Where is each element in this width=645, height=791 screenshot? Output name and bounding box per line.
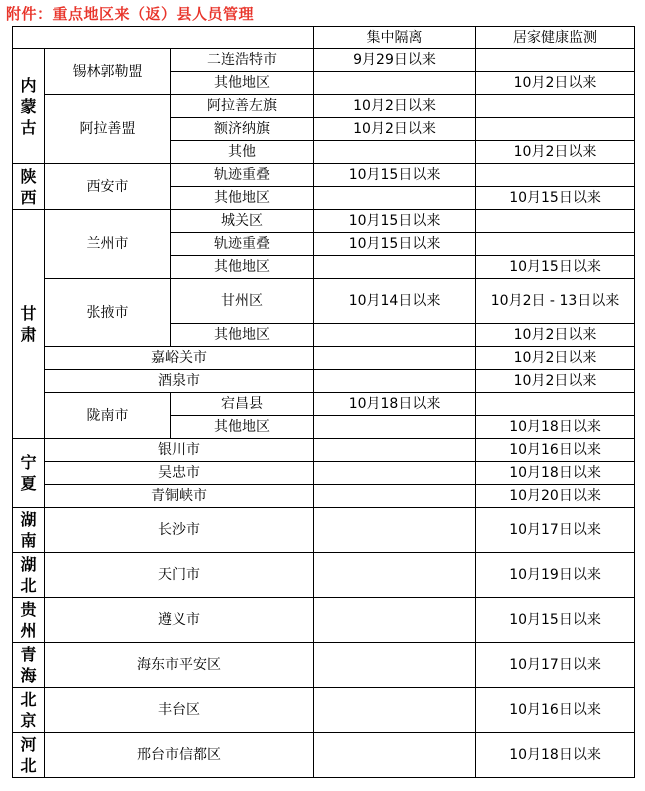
home-cell: 10月15日以来	[476, 256, 635, 279]
table-row	[13, 462, 635, 485]
province-name: 宁 夏	[20, 453, 37, 493]
province-name: 贵 州	[20, 600, 37, 640]
province-cell	[13, 643, 45, 688]
province-cell	[13, 553, 45, 598]
province-name: 北 京	[20, 690, 37, 730]
table-row	[13, 688, 635, 733]
central-cell	[314, 688, 476, 733]
central-cell	[314, 256, 476, 279]
table-row	[13, 393, 635, 416]
district-cell: 甘州区	[171, 279, 314, 324]
area-cell: 天门市	[45, 553, 314, 598]
district-cell: 其他地区	[171, 416, 314, 439]
central-cell	[314, 72, 476, 95]
home-cell: 10月17日以来	[476, 508, 635, 553]
table-row	[13, 598, 635, 643]
area-cell: 海东市平安区	[45, 643, 314, 688]
home-cell: 10月18日以来	[476, 416, 635, 439]
province-name: 湖 南	[20, 510, 37, 550]
home-cell: 10月16日以来	[476, 439, 635, 462]
home-cell	[476, 210, 635, 233]
table-row	[13, 643, 635, 688]
home-cell: 10月2日以来	[476, 370, 635, 393]
district-cell: 宕昌县	[171, 393, 314, 416]
table-row	[13, 733, 635, 778]
watermark: ◇ ◇	[480, 668, 551, 708]
table-row	[13, 370, 635, 393]
central-cell: 9月29日以来	[314, 49, 476, 72]
home-cell: 10月2日以来	[476, 72, 635, 95]
district-cell: 城关区	[171, 210, 314, 233]
central-cell	[314, 462, 476, 485]
area-cell: 嘉峪关市	[45, 347, 314, 370]
home-cell	[476, 393, 635, 416]
province-cell	[13, 733, 45, 778]
home-cell: 10月15日以来	[476, 598, 635, 643]
central-cell	[314, 187, 476, 210]
table-row	[13, 553, 635, 598]
district-cell: 其他地区	[171, 324, 314, 347]
central-cell: 10月14日以来	[314, 279, 476, 324]
province-name: 甘 肃	[20, 304, 37, 344]
central-cell	[314, 485, 476, 508]
province-cell	[13, 210, 45, 439]
table-row	[13, 347, 635, 370]
city-cell: 西安市	[45, 164, 171, 210]
home-cell: 10月18日以来	[476, 733, 635, 778]
header-home: 居家健康监测	[476, 27, 635, 49]
province-name: 陕 西	[20, 166, 37, 207]
table-row	[13, 95, 635, 118]
central-cell	[314, 643, 476, 688]
home-cell	[476, 164, 635, 187]
city-cell: 锡林郭勒盟	[45, 49, 171, 95]
province-name: 河 北	[20, 735, 37, 775]
header-row	[13, 27, 635, 49]
central-cell	[314, 347, 476, 370]
header-blank	[13, 27, 314, 49]
city-cell: 阿拉善盟	[45, 95, 171, 164]
central-cell: 10月2日以来	[314, 95, 476, 118]
city-cell: 张掖市	[45, 279, 171, 347]
central-cell: 10月15日以来	[314, 164, 476, 187]
area-cell: 丰台区	[45, 688, 314, 733]
area-cell: 遵义市	[45, 598, 314, 643]
district-cell: 阿拉善左旗	[171, 95, 314, 118]
management-table	[12, 26, 635, 778]
home-cell: 10月15日以来	[476, 187, 635, 210]
district-cell: 轨迹重叠	[171, 164, 314, 187]
central-cell	[314, 416, 476, 439]
home-cell	[476, 49, 635, 72]
area-cell: 邢台市信都区	[45, 733, 314, 778]
home-cell	[476, 233, 635, 256]
area-cell: 青铜峡市	[45, 485, 314, 508]
province-cell	[13, 49, 45, 164]
area-cell: 吴忠市	[45, 462, 314, 485]
city-cell: 陇南市	[45, 393, 171, 439]
home-cell: 10月20日以来	[476, 485, 635, 508]
home-cell	[476, 95, 635, 118]
district-cell: 其他地区	[171, 187, 314, 210]
central-cell	[314, 508, 476, 553]
document-title: 附件：重点地区来（返）县人员管理	[6, 5, 255, 23]
central-cell	[314, 324, 476, 347]
home-cell: 10月18日以来	[476, 462, 635, 485]
central-cell	[314, 733, 476, 778]
area-cell: 酒泉市	[45, 370, 314, 393]
central-cell	[314, 598, 476, 643]
table-row	[13, 210, 635, 233]
central-cell	[314, 141, 476, 164]
district-cell: 二连浩特市	[171, 49, 314, 72]
central-cell: 10月15日以来	[314, 233, 476, 256]
header-central: 集中隔离	[314, 27, 476, 49]
central-cell: 10月18日以来	[314, 393, 476, 416]
home-cell: 10月19日以来	[476, 553, 635, 598]
central-cell: 10月2日以来	[314, 118, 476, 141]
table-row	[13, 279, 635, 324]
area-cell: 长沙市	[45, 508, 314, 553]
home-cell: 10月2日以来	[476, 347, 635, 370]
province-cell	[13, 164, 45, 210]
province-cell	[13, 688, 45, 733]
district-cell: 其他地区	[171, 256, 314, 279]
home-cell: 10月2日以来	[476, 141, 635, 164]
province-cell	[13, 598, 45, 643]
province-cell	[13, 508, 45, 553]
province-cell	[13, 439, 45, 508]
central-cell	[314, 553, 476, 598]
home-cell	[476, 118, 635, 141]
table-row	[13, 164, 635, 187]
province-name: 青 海	[20, 645, 37, 685]
area-cell: 银川市	[45, 439, 314, 462]
province-name: 内 蒙 古	[20, 75, 37, 137]
central-cell	[314, 439, 476, 462]
central-cell	[314, 370, 476, 393]
table-row	[13, 49, 635, 72]
table-row	[13, 485, 635, 508]
home-cell: 10月2日 - 13日以来	[476, 279, 635, 324]
district-cell: 其他地区	[171, 72, 314, 95]
district-cell: 轨迹重叠	[171, 233, 314, 256]
home-cell: 10月2日以来	[476, 324, 635, 347]
central-cell: 10月15日以来	[314, 210, 476, 233]
district-cell: 其他	[171, 141, 314, 164]
table-row	[13, 508, 635, 553]
home-cell: 10月16日以来	[476, 688, 635, 733]
table-row	[13, 439, 635, 462]
home-cell: 10月17日以来	[476, 643, 635, 688]
district-cell: 额济纳旗	[171, 118, 314, 141]
city-cell: 兰州市	[45, 210, 171, 279]
province-name: 湖 北	[20, 555, 37, 595]
